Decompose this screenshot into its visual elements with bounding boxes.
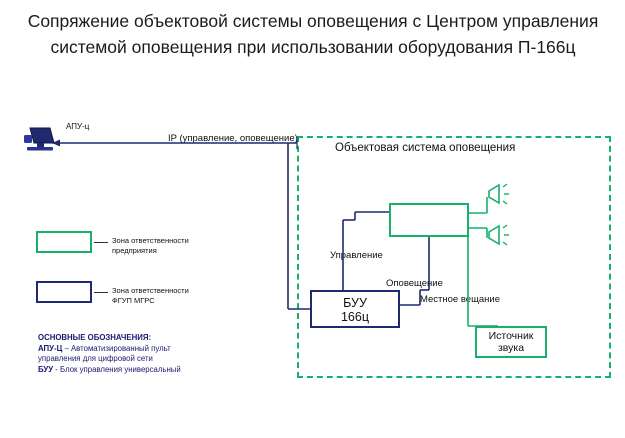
legend-navy-line1: Зона ответственности	[112, 286, 189, 295]
legend-green-line2: предприятия	[112, 246, 157, 255]
alert-connection-label: Оповещение	[386, 278, 443, 289]
enisey-node	[389, 203, 469, 237]
notes-item-0-desc: – Автоматизированный пульт управления для цифровой сети	[38, 343, 171, 363]
zone-title: Объектовая система оповещения	[335, 142, 516, 154]
legend-navy-line2: ФГУП МГРС	[112, 296, 155, 305]
notes-item-0	[38, 344, 198, 365]
buu-label-line1: БУУ	[343, 296, 367, 310]
notes-item-1-term: БУУ	[38, 364, 54, 374]
control-connection-label: Управление	[330, 250, 383, 261]
notes-item-1-desc: - Блок управления универсальный	[53, 364, 181, 374]
notes-header: ОСНОВНЫЕ ОБОЗНАЧЕНИЯ:	[38, 333, 152, 342]
legend-leader-line-green	[94, 242, 108, 243]
legend-swatch-green	[36, 231, 92, 253]
notes-block	[38, 333, 198, 375]
legend-green-line1: Зона ответственности	[112, 236, 189, 245]
legend-leader-line-navy	[94, 292, 108, 293]
notes-item-0-term: АПУ-Ц	[38, 343, 63, 353]
ip-connection-label: IP (управление, оповещение)	[168, 133, 298, 144]
page-title: Сопряжение объектовой системы оповещения с Центром управления системой оповещения при использовании оборудования П-166ц	[27, 11, 599, 57]
sound-source-label-line2: звука	[497, 342, 525, 354]
legend-swatch-navy	[36, 281, 92, 303]
buu-label-line2: 166ц	[340, 310, 369, 324]
local-broadcast-label: Местное вещание	[420, 294, 501, 305]
notes-item-1	[38, 365, 198, 376]
legend-item-navy	[112, 286, 208, 306]
apu-c-label: АПУ-ц	[66, 122, 90, 131]
legend-item-green	[112, 236, 208, 256]
sound-source-label-line1: Источник	[488, 330, 534, 342]
apu-c-workstation-icon	[24, 126, 58, 152]
